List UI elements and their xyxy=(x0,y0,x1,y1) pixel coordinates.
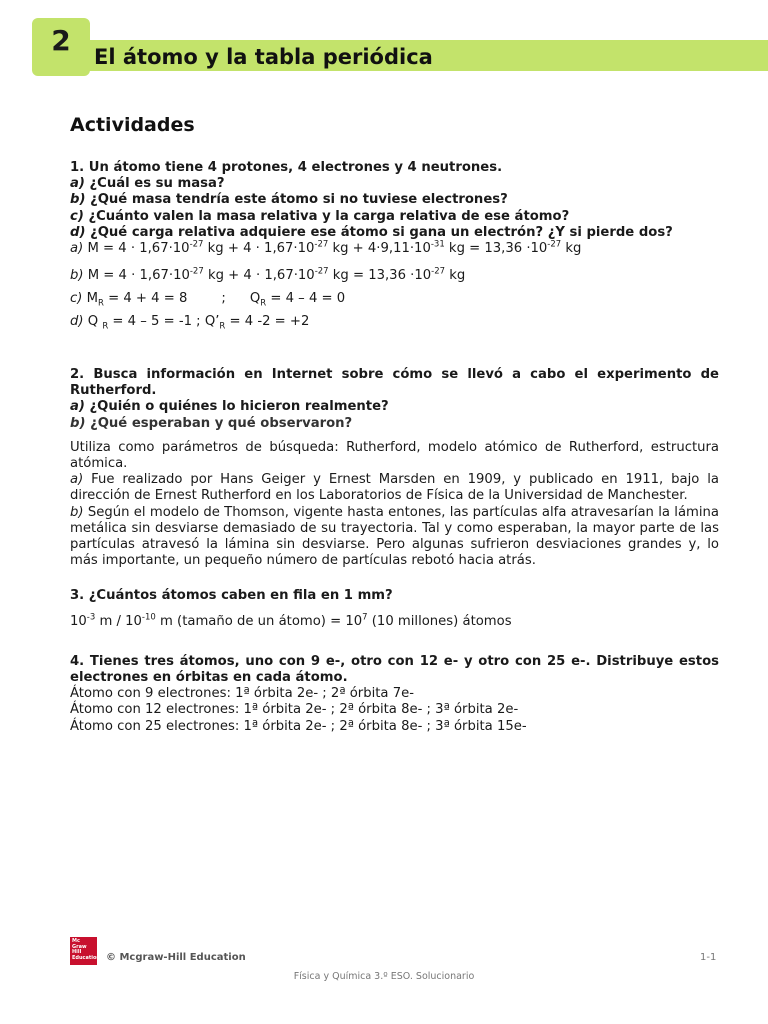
subscript: R xyxy=(219,321,226,332)
question-1-b-text: ¿Qué masa tendría este átomo si no tuviese electrones? xyxy=(90,192,508,208)
answer-text: kg xyxy=(445,268,466,284)
answer-1-c xyxy=(70,287,719,310)
question-2-b-text: ¿Qué esperaban y qué observaron? xyxy=(90,415,353,431)
answer-4-line: Átomo con 12 electrones: 1ª órbita 2e- ; 2ª órbita 8e- ; 3ª órbita 2e- xyxy=(70,702,519,718)
answer-text: kg xyxy=(561,241,582,257)
answer-2-a-text: Fue realizado por Hans Geiger y Ernest Marsden en 1909, y publicado en 1911, bajo la dirección de Ernest Rutherford en los Laboratorios de Física de la Universidad de Manchester. xyxy=(70,472,719,504)
label-d: d) xyxy=(70,224,86,240)
footer-subtitle: Física y Química 3.º ESO. Solucionario xyxy=(293,971,475,982)
label-a: a) xyxy=(70,399,85,415)
question-2-b xyxy=(70,416,719,432)
exponent: -27 xyxy=(547,239,562,250)
label-a: a) xyxy=(70,176,85,192)
answer-text: kg + 4 · 1,67·10 xyxy=(203,268,315,284)
exponent: -3 xyxy=(86,612,96,623)
question-1-d-text: ¿Qué carga relativa adquiere ese átomo si gana un electrón? ¿Y si pierde dos? xyxy=(90,224,673,240)
answer-2-b xyxy=(70,505,719,570)
answer-text: kg = 13,36 ·10 xyxy=(328,268,432,284)
answer-text: m / 10 xyxy=(95,613,142,629)
answer-text: Q xyxy=(249,291,261,307)
separator: ; xyxy=(221,291,226,307)
answer-text: = 4 – 5 = -1 ; Q’ xyxy=(108,314,220,330)
answer-1-b xyxy=(70,264,719,287)
exponent: -27 xyxy=(189,266,204,277)
answer-text: M = 4 · 1,67·10 xyxy=(87,268,190,284)
label-c: c) xyxy=(70,208,84,224)
question-2 xyxy=(70,367,719,432)
answer-4-line: Átomo con 9 electrones: 1ª órbita 2e- ; 2ª órbita 7e- xyxy=(70,686,414,702)
answer-text: Q xyxy=(87,314,103,330)
answer-text: (10 millones) átomos xyxy=(367,613,512,629)
label-d: d) xyxy=(70,314,84,330)
label-b: b) xyxy=(70,504,84,520)
answer-text: = 4 + 4 = 8 xyxy=(103,291,188,307)
answer-2-intro: Utiliza como parámetros de búsqueda: Rutherford, modelo atómico de Rutherford, estructura atómica. xyxy=(70,439,719,472)
answer-text: 10 xyxy=(70,613,87,629)
label-b: b) xyxy=(70,415,86,431)
subscript: R xyxy=(102,321,109,332)
answer-2-b-text: Según el modelo de Thomson, vigente hasta entones, las partículas alfa atravesarían la lámina metálica sin desviarse demasiado de su trayectoria. Tal y como esperaban, la mayor parte de las partículas atravesó la lámina sin desviarse. Pero algunas sufrieron desviaciones grandes y, lo más importante, un pequeño número de partículas rebotó hacia atrás. xyxy=(70,504,719,569)
exponent: 7 xyxy=(362,612,368,623)
exponent: -31 xyxy=(430,239,445,250)
label-b: b) xyxy=(70,268,84,284)
answer-1-d xyxy=(70,310,719,333)
label-c: c) xyxy=(70,291,83,307)
exponent: -27 xyxy=(189,239,204,250)
answer-4 xyxy=(70,686,719,735)
question-3: 3. ¿Cuántos átomos caben en fila en 1 mm? xyxy=(70,588,393,604)
subscript: R xyxy=(260,298,267,309)
answer-text: kg + 4 · 1,67·10 xyxy=(203,241,315,257)
answer-text: m (tamaño de un átomo) = 10 xyxy=(155,613,363,629)
question-1-d xyxy=(70,225,719,241)
question-4: 4. Tienes tres átomos, uno con 9 e-, otro con 12 e- y otro con 25 e-. Distribuye estos electrones en órbitas en cada átomo. xyxy=(70,653,719,686)
mcgraw-hill-logo xyxy=(70,937,100,965)
label-a: a) xyxy=(70,472,84,488)
question-2-a xyxy=(70,399,719,415)
label-b: b) xyxy=(70,192,86,208)
page-number: 1-1 xyxy=(700,952,717,963)
chapter-title: El átomo y la tabla periódica xyxy=(94,45,433,69)
answer-text: = 4 -2 = +2 xyxy=(225,314,310,330)
logo-text: Mc Graw Hill Education xyxy=(72,938,100,961)
label-a: a) xyxy=(70,241,84,257)
answer-1 xyxy=(70,241,719,333)
exponent: -27 xyxy=(314,266,329,277)
answer-text: M xyxy=(86,291,98,307)
exponent: -27 xyxy=(431,266,446,277)
exponent: -27 xyxy=(314,239,329,250)
answer-text: = 4 – 4 = 0 xyxy=(266,291,346,307)
question-1 xyxy=(70,160,719,241)
answer-2-a xyxy=(70,472,719,504)
answer-1-a xyxy=(70,241,719,257)
activities-content xyxy=(70,160,719,735)
question-1-b xyxy=(70,192,719,208)
subscript: R xyxy=(98,298,104,309)
question-2-stem: 2. Busca información en Internet sobre cómo se llevó a cabo el experimento de Rutherford. xyxy=(70,367,719,399)
exponent: -10 xyxy=(141,612,156,623)
answer-text: M = 4 · 1,67·10 xyxy=(87,241,190,257)
question-1-c xyxy=(70,209,719,225)
section-title: Actividades xyxy=(70,114,195,136)
question-1-a-text: ¿Cuál es su masa? xyxy=(89,176,225,192)
chapter-number: 2 xyxy=(51,24,71,57)
answer-text: kg = 13,36 ·10 xyxy=(444,241,548,257)
question-1-a xyxy=(70,176,719,192)
footer-copyright: © Mcgraw-Hill Education xyxy=(106,952,246,963)
question-1-stem: 1. Un átomo tiene 4 protones, 4 electrones y 4 neutrones. xyxy=(70,160,503,175)
question-2-a-text: ¿Quién o quiénes lo hicieron realmente? xyxy=(89,399,389,415)
answer-text: kg + 4·9,11·10 xyxy=(328,241,431,257)
question-1-c-text: ¿Cuánto valen la masa relativa y la carga relativa de ese átomo? xyxy=(88,208,570,224)
answer-3 xyxy=(70,614,719,630)
answer-2 xyxy=(70,440,719,570)
answer-4-line: Átomo con 25 electrones: 1ª órbita 2e- ; 2ª órbita 8e- ; 3ª órbita 15e- xyxy=(70,718,527,734)
